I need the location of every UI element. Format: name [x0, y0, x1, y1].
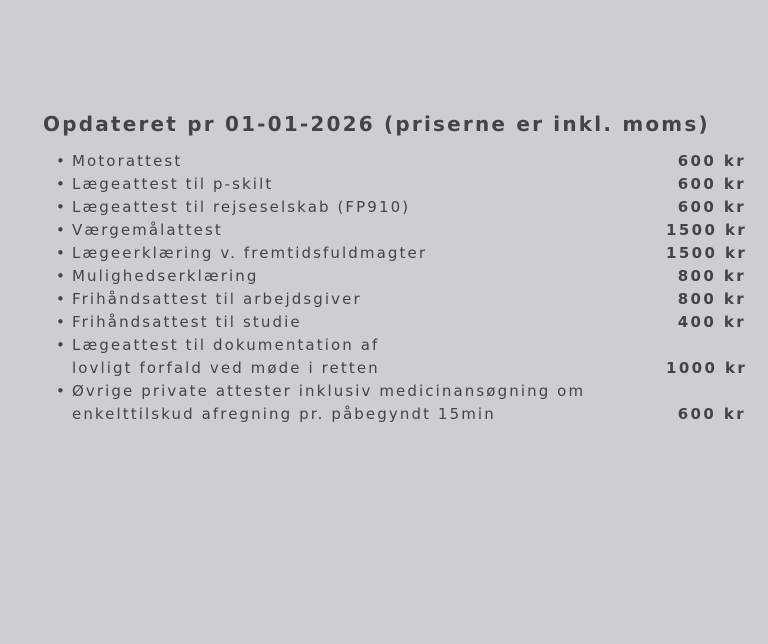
page-title: Opdateret pr 01-01-2026 (priserne er inkl. moms)	[43, 112, 710, 136]
item-price: 600 kr	[677, 175, 746, 193]
bullet-icon: •	[56, 221, 67, 239]
item-price: 1500 kr	[666, 221, 748, 239]
item-label: Frihåndsattest til studie	[72, 313, 302, 331]
item-label: Øvrige private attester inklusiv medicinansøgning om enkelttilskud afregning pr. påbegyndt 15min	[72, 382, 586, 423]
price-list	[56, 150, 746, 426]
bullet-icon: •	[56, 313, 67, 331]
item-label: Mulighedserklæring	[72, 267, 259, 285]
list-item	[56, 173, 746, 196]
item-price: 1000 kr	[666, 359, 748, 377]
bullet-icon: •	[56, 198, 67, 216]
item-label: Frihåndsattest til arbejdsgiver	[72, 290, 362, 308]
item-label: Lægeattest til rejseselskab (FP910)	[72, 198, 411, 216]
list-item	[56, 334, 746, 380]
item-label: Lægeerklæring v. fremtidsfuldmagter	[72, 244, 428, 262]
item-label: Lægeattest til p-skilt	[72, 175, 274, 193]
item-price: 600 kr	[677, 198, 746, 216]
list-item	[56, 288, 746, 311]
list-item	[56, 150, 746, 173]
item-price: 800 kr	[677, 267, 746, 285]
bullet-icon: •	[56, 336, 67, 354]
bullet-icon: •	[56, 175, 67, 193]
item-price: 600 kr	[677, 152, 746, 170]
list-item	[56, 196, 746, 219]
bullet-icon: •	[56, 244, 67, 262]
item-price: 400 kr	[677, 313, 746, 331]
item-price: 600 kr	[677, 405, 746, 423]
list-item	[56, 219, 746, 242]
bullet-icon: •	[56, 290, 67, 308]
item-price: 1500 kr	[666, 244, 748, 262]
item-label: Motorattest	[72, 152, 183, 170]
list-item	[56, 242, 746, 265]
list-item	[56, 380, 746, 426]
bullet-icon: •	[56, 267, 67, 285]
list-item	[56, 265, 746, 288]
item-label: Lægeattest til dokumentation af lovligt forfald ved møde i retten	[72, 336, 380, 377]
bullet-icon: •	[56, 152, 67, 170]
list-item	[56, 311, 746, 334]
item-price: 800 kr	[677, 290, 746, 308]
item-label: Værgemålattest	[72, 221, 223, 239]
bullet-icon: •	[56, 382, 67, 400]
